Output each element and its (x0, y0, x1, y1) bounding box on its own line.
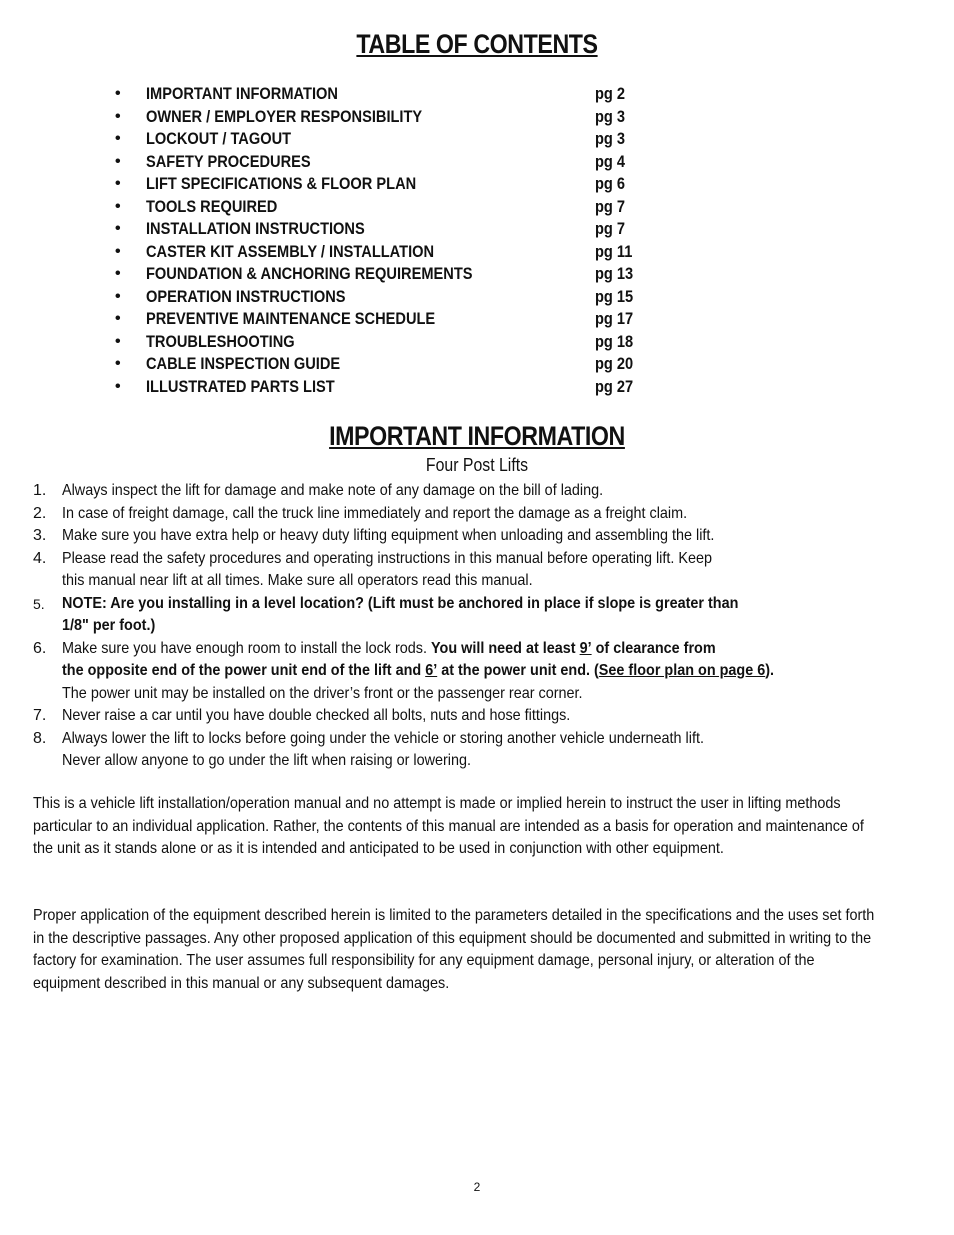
toc-entry-page: pg 15 (595, 286, 634, 306)
bullet: • (115, 152, 121, 170)
bullet: • (115, 265, 121, 282)
toc-entry-page: pg 11 (595, 241, 633, 261)
toc-entry-label: LOCKOUT / TAGOUT (146, 129, 292, 148)
bullet: • (115, 377, 121, 395)
toc-entry (115, 83, 675, 106)
list-item (33, 593, 913, 638)
item-number: 3. (33, 527, 47, 544)
toc-entry-page: pg 20 (595, 354, 634, 373)
item-text (62, 638, 872, 706)
list-item (33, 525, 913, 548)
item-text (62, 593, 872, 638)
list-item (33, 503, 913, 526)
toc-entry-page: pg 7 (595, 196, 626, 216)
item-text (62, 548, 872, 593)
toc-entry-label: PREVENTIVE MAINTENANCE SCHEDULE (146, 309, 436, 328)
toc-entry-label: LIFT SPECIFICATIONS & FLOOR PLAN (146, 174, 417, 193)
toc-entry-label: SAFETY PROCEDURES (146, 151, 311, 171)
item-text (62, 728, 872, 773)
item-line: Are you installing in a level location? (Lift must be anchored in place if slope is greater than (110, 594, 739, 612)
toc-entry (115, 196, 675, 219)
item-text: Never raise a car until you have double checked all bolts, nuts and hose fittings. (62, 707, 571, 724)
list-item (33, 705, 913, 728)
important-info-subtitle: Four Post Lifts (425, 455, 529, 475)
item-number: 4. (33, 549, 47, 567)
page-number: 2 (473, 1180, 481, 1194)
important-info-title: IMPORTANT INFORMATION (329, 421, 625, 451)
clearance-distance: 6’ (425, 662, 438, 679)
item-number: 6. (33, 639, 47, 657)
item-number: 8. (33, 729, 47, 747)
toc-entry-label: FOUNDATION & ANCHORING REQUIREMENTS (146, 264, 473, 283)
item-bold-text: ). (765, 662, 775, 679)
bullet: • (115, 287, 121, 305)
toc-entry-label: ILLUSTRATED PARTS LIST (146, 376, 335, 396)
item-bold-text: You will need at least (431, 639, 576, 657)
toc-entry-page: pg 18 (595, 331, 634, 351)
item-number: 5. (33, 595, 45, 612)
item-bold-text: at the power unit end. ( (441, 662, 599, 679)
toc-entry-page: pg 13 (595, 264, 634, 283)
bullet: • (115, 332, 121, 350)
toc-entry-page: pg 2 (595, 84, 626, 103)
bullet: • (115, 107, 121, 125)
toc-entry-label: INSTALLATION INSTRUCTIONS (146, 219, 365, 238)
toc-entry (115, 241, 675, 264)
toc-entry (115, 106, 675, 129)
bullet: • (115, 355, 121, 372)
toc-entry-label: CABLE INSPECTION GUIDE (146, 354, 341, 373)
toc-entry (115, 331, 675, 354)
toc-entry (115, 353, 675, 376)
note-label: NOTE: (62, 594, 107, 612)
toc-entry (115, 151, 675, 174)
item-line: this manual near lift at all times. Make sure all operators read this manual. (62, 572, 533, 589)
toc-entry-label: TROUBLESHOOTING (146, 331, 295, 351)
important-info-list (33, 480, 913, 773)
toc-entry-page: pg 4 (595, 151, 626, 171)
toc-entry-page: pg 3 (595, 129, 626, 148)
item-line: Always lower the lift to locks before going under the vehicle or storing another vehicle underneath lift. (62, 729, 704, 747)
disclaimer-paragraph: This is a vehicle lift installation/operation manual and no attempt is made or implied herein to instruct the user in lifting methods particular to an individual application. Rather, the contents of this manual are intended as a basis for operation and maintenance of the unit as it stands alone or as it is intended and anticipated to be used in conjunction with other equipment. (33, 795, 864, 857)
toc-entry-label: OPERATION INSTRUCTIONS (146, 286, 346, 306)
bullet: • (115, 175, 121, 192)
list-item (33, 480, 913, 503)
item-line: 1/8" per foot.) (62, 617, 156, 634)
toc-entry (115, 218, 675, 241)
toc-entry-label: TOOLS REQUIRED (146, 196, 278, 216)
toc-entry-label: IMPORTANT INFORMATION (146, 84, 338, 103)
toc-entry (115, 173, 675, 196)
item-number: 1. (33, 482, 47, 499)
list-item (33, 728, 913, 773)
bullet: • (115, 130, 121, 147)
item-line: Never allow anyone to go under the lift when raising or lowering. (62, 752, 472, 769)
toc-entry-label: OWNER / EMPLOYER RESPONSIBILITY (146, 106, 423, 126)
toc-entry-page: pg 3 (595, 106, 626, 126)
list-item (33, 638, 913, 706)
toc-entry (115, 286, 675, 309)
item-line: The power unit may be installed on the driver’s front or the passenger rear corner. (62, 684, 583, 702)
bullet: • (115, 242, 121, 260)
clearance-distance: 9’ (579, 639, 592, 657)
bullet: • (115, 85, 121, 102)
bullet: • (115, 197, 121, 215)
toc-entry-label: CASTER KIT ASSEMBLY / INSTALLATION (146, 241, 435, 261)
item-line: Please read the safety procedures and operating instructions in this manual before operating lift. Keep (62, 549, 712, 567)
toc-entry-page: pg 7 (595, 219, 626, 238)
item-text: Always inspect the lift for damage and make note of any damage on the bill of lading. (62, 482, 604, 499)
application-paragraph: Proper application of the equipment described herein is limited to the parameters detailed in the specifications and the uses set forth in the descriptive passages. Any other proposed application of this equipment should be documented and submitted in writing to the factory for examination. The user assumes full responsibility for any equipment damage, personal injury, or alteration of the equipment described in this manual or any subsequent damages. (33, 907, 875, 992)
toc-entry (115, 263, 675, 286)
toc-entry (115, 308, 675, 331)
bullet: • (115, 310, 121, 327)
item-number: 2. (33, 504, 47, 522)
list-item (33, 548, 913, 593)
item-bold-text: the opposite end of the power unit end of the lift and (62, 662, 422, 679)
bullet: • (115, 220, 121, 237)
toc-entry-page: pg 6 (595, 174, 626, 193)
toc-list (115, 83, 675, 398)
toc-entry (115, 128, 675, 151)
item-bold-text: of clearance from (595, 639, 716, 657)
floor-plan-link[interactable]: See floor plan on page 6 (598, 662, 766, 679)
toc-title: TABLE OF CONTENTS (356, 29, 598, 59)
item-text: In case of freight damage, call the truck line immediately and report the damage as a freight claim. (62, 504, 688, 522)
toc-entry-page: pg 27 (595, 376, 634, 396)
toc-entry (115, 376, 675, 399)
item-text: Make sure you have extra help or heavy duty lifting equipment when unloading and assembling the lift. (62, 527, 715, 544)
item-number: 7. (33, 707, 47, 724)
item-plain-text: Make sure you have enough room to install the lock rods. (62, 639, 428, 657)
toc-entry-page: pg 17 (595, 309, 634, 328)
